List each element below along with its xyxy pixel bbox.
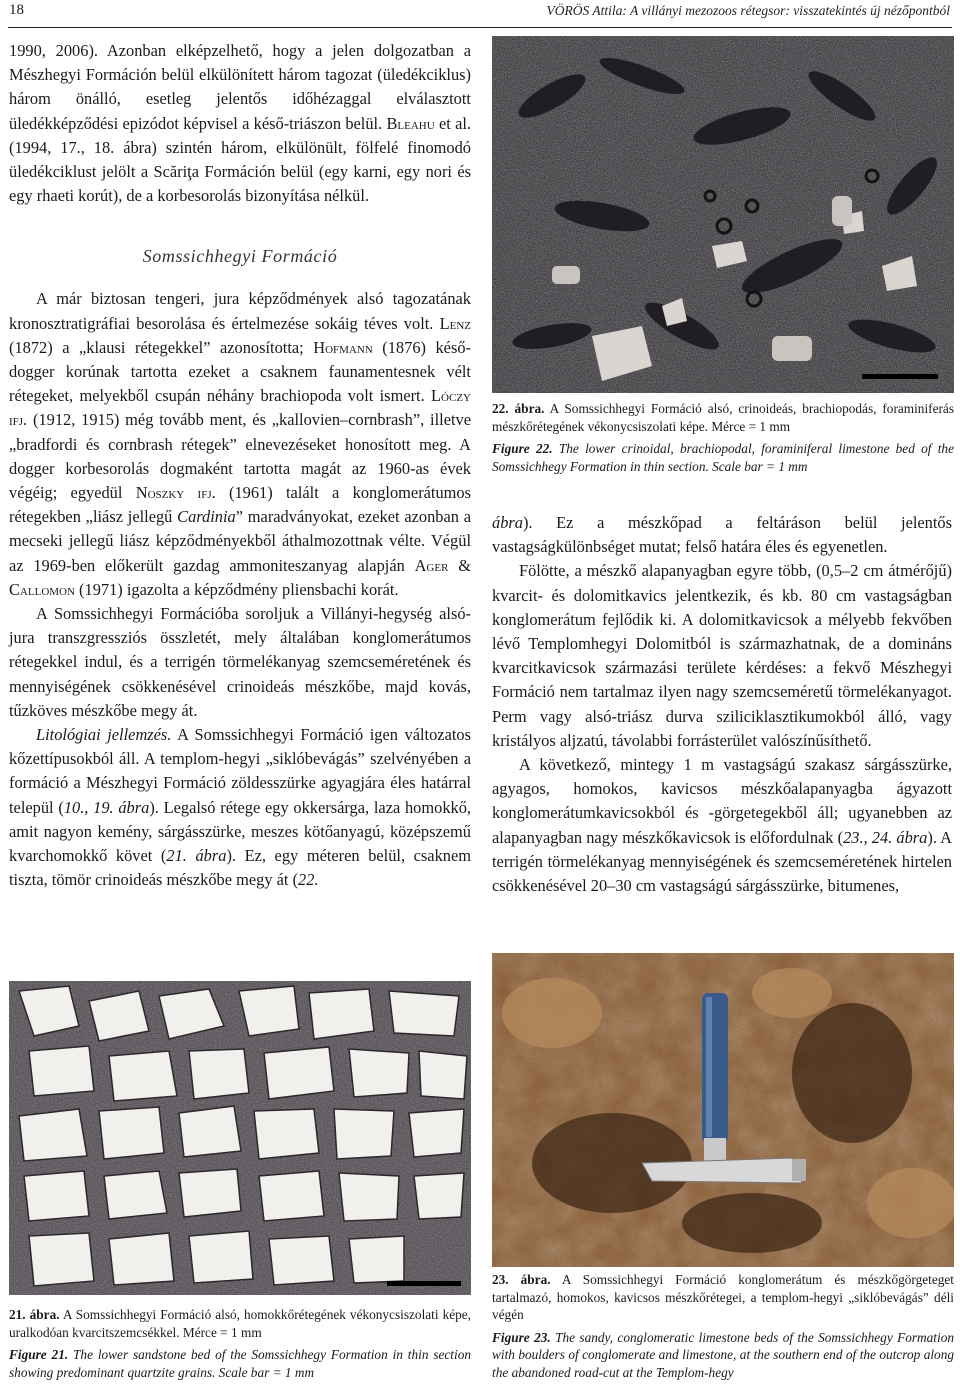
taxon-name: Cardinia [177, 507, 236, 527]
text-run: ” maradványokat, ezeket azonban a mecseki jellegű liász képződményekből áthalmozottnak vélte. Végül az 1969-ben előkerült gazdag ammoniteszanyag alapján [9, 507, 471, 575]
run-in-heading: Litológiai jellemzés. [36, 725, 172, 745]
figure-label-en: Figure 23. [492, 1329, 551, 1345]
running-head: VÖRÖS Attila: A villányi mezozoos rétegsor: visszatekintés új nézőpontból [546, 3, 950, 18]
caption-english: The lower sandstone bed of the Somssichhegy Formation in thin section showing predominant quartzite grains. Scale bar = 1 mm [9, 1347, 471, 1380]
figure-22-caption [492, 400, 954, 475]
figure-ref: 22. [298, 870, 319, 890]
figure-23-caption [492, 1271, 954, 1382]
text-run: A már biztosan tengeri, jura képződmények alsó tagozatának kronosztratigráfiai besorolása és értelmezése sokáig téves volt. [9, 289, 471, 333]
author-name: Noszky ifj. [135, 483, 216, 503]
figure-22-photo [492, 36, 954, 393]
figure-21-caption [9, 1306, 471, 1381]
figure-ref: 23., 24. ábra [843, 827, 928, 847]
paragraph-continuation [492, 511, 952, 559]
right-column [492, 511, 952, 898]
author-name: Lóczy ifj. [9, 386, 471, 430]
caption-hungarian: A Somssichhegyi Formáció konglomerátum és mészkőgörgeteget tartalmazó, homokos, kavicsos mészkőrétegei, a templom-hegyi „siklóbevágás” déli végén [492, 1272, 954, 1323]
text-run: ). A terrigén törmelékanyag mennyiségének és szemcseméretének hirtelen csökkenésével 20–30 cm vastagságú sárgásszürke, bitumenes, [492, 827, 952, 896]
text-run: (1971) igazolta a képződmény pliensbachi korát. [74, 579, 399, 599]
paragraph-intro [9, 39, 471, 208]
author-name: Hofmann [313, 337, 373, 357]
page-number: 18 [9, 2, 24, 18]
author-name: Ager [414, 555, 449, 575]
text-run: et al. (1994, 17., 18. ábra) szintén három, elkülönült, fölfelé finomodó üledékciklust jelölt a Scăriţa Formáción belül (egy karni, egy nori és egy rhaeti korút), de a korbesorolás bizonyítása nélkül. [9, 113, 471, 206]
figure-ref: 10., 19. ábra [63, 797, 150, 817]
text-run: ). Ez a mészkőpad a feltáráson belül jelentős vastagságkülönbséget mutat; felső határa éles és egyenetlen. [492, 513, 952, 557]
text-run: 1990, 2006). Azonban elképzelhető, hogy a jelen dolgozatban a Mészhegyi Formáción belül elkülönített három tagozat (üledékciklus) három önálló, esetleg jelentős időhézaggal elválasztott üledékképződési epizódot képvisel a késő-triászon belül. [9, 41, 471, 133]
text-run: A következő, mintegy 1 m vastagságú szakasz sárgásszürke, agyagos, homokos, kavicsos mészkőalapanyagba ágyazott konglomerátumkavicsokból és -görgetegekből áll; ugyanebben az alapanyagban nagy mészkőkavicsok is előfordulnak ( [492, 755, 952, 847]
figure-label: 22. ábra. [492, 401, 545, 416]
text-run: ). Legalsó rétege egy okkersárga, laza homokkő, amit nagyon kemény, sárgásszürke, meszes kötőanyagú, középszemű kvarchomokkő követ ( [9, 797, 471, 866]
text-run: (1876) késő-dogger korúnak tartotta ezeket a csaknem faunamentesnek vélt rétegeket, melyekből csupán néhány brachiopoda volt ismert. [9, 337, 471, 406]
author-name: Lenz [439, 313, 471, 333]
caption-hungarian: A Somssichhegyi Formáció alsó, crinoideás, brachiopodás, foraminiferás mészkőrétegének vékonycsiszolati képe. Mérce = 1 mm [492, 401, 954, 434]
figure-23-photo [492, 953, 954, 1267]
figure-label-en: Figure 21. [9, 1347, 69, 1363]
figure-ref: 21. ábra [166, 846, 227, 866]
paragraph-history [9, 287, 471, 602]
author-name: Bleahu [386, 113, 435, 133]
text-run: & [448, 555, 471, 575]
left-column [9, 39, 471, 893]
text-run: A Somssichhegyi Formáció igen változatos kőzettípusokból áll. A templom-hegyi „siklóbevágás” szelvényében a formáció a Mészhegyi Formáció zöldesszürke agyagjára éles határral települ ( [9, 725, 471, 817]
paragraph-next-section [492, 753, 952, 898]
caption-english: The sandy, conglomeratic limestone beds of the Somssichhegy Formation with boulders of conglomerate and limestone, at the southern end of the outcrop along the abandoned road-cut at the Templom-hegy [492, 1329, 954, 1380]
header-rule [8, 27, 952, 28]
text-run: ). Ez, egy méteren belül, csaknem tiszta, tömör crinoideás mészkőbe megy át ( [9, 846, 471, 890]
paragraph-definition: A Somssichhegyi Formációba soroljuk a Villányi-hegység alsó-jura transzgressziós összletét, mely általában konglomerátumos rétegekkel indul, és a terrigén törmelékanyag szemcseméretének és mennyiségének csökkenésével crinoideás mészkőbe, majd kovás, tűzköves mészkőbe megy át. [9, 604, 471, 720]
author-name: Callomon [9, 579, 75, 599]
figure-21-photo [9, 981, 471, 1295]
text-run: (1961) talált a konglomerátumos rétegekben „liász jellegű [9, 483, 471, 527]
text-run: (1912, 1915) még tovább ment, és „kallovien–cornbrash”, illetve „bradfordi és cornbrash rétegek” elnevezéseket honosított meg. A dogger korbesorolás dogmaként tartotta magát az 1960-as évek végéig; egyedül [9, 410, 471, 503]
paragraph-lithology [9, 723, 471, 892]
figure-label: 21. ábra. [9, 1307, 60, 1322]
paragraph-conglomerate: Fölötte, a mészkő alapanyagban egyre több, (0,5–2 cm átmérőjű) kvarcit- és dolomitkavics jelentkezik, és kb. 80 cm vastagságban konglomerátum fejlődik ki. A dolomitkavicsok a mélyebb fekvőben lévő Templomhegyi Dolomitból is származhatnak, de a domináns kvarcitkavicsok származási területe kérdéses: a fekvő Mészhegyi Formáció nem tartalmaz ilyen nagy szemcseméretű törmelékanyagot. Perm vagy alsó-triász durva sziliciklasztikumokból álló, vagy kristályos aljzatú, távolabbi forrásterület valószínűsíthető. [492, 561, 952, 750]
section-title: Somssichhegyi Formáció [142, 246, 338, 267]
figure-label: 23. ábra. [492, 1272, 551, 1287]
figure-label-en: Figure 22. [492, 441, 553, 457]
figure-ref: ábra [492, 513, 523, 532]
caption-english: The lower crinoidal, brachiopodal, foraminiferal limestone bed of the Somssichhegy Formation in thin section. Scale bar = 1 mm [492, 441, 954, 474]
caption-hungarian: A Somssichhegyi Formáció alsó, homokkőrétegének vékonycsiszolati képe, uralkodóan kvarcitszemcsékkel. Mérce = 1 mm [9, 1307, 471, 1340]
text-run: (1872) a „klausi rétegekkel” azonosította; [9, 337, 314, 357]
